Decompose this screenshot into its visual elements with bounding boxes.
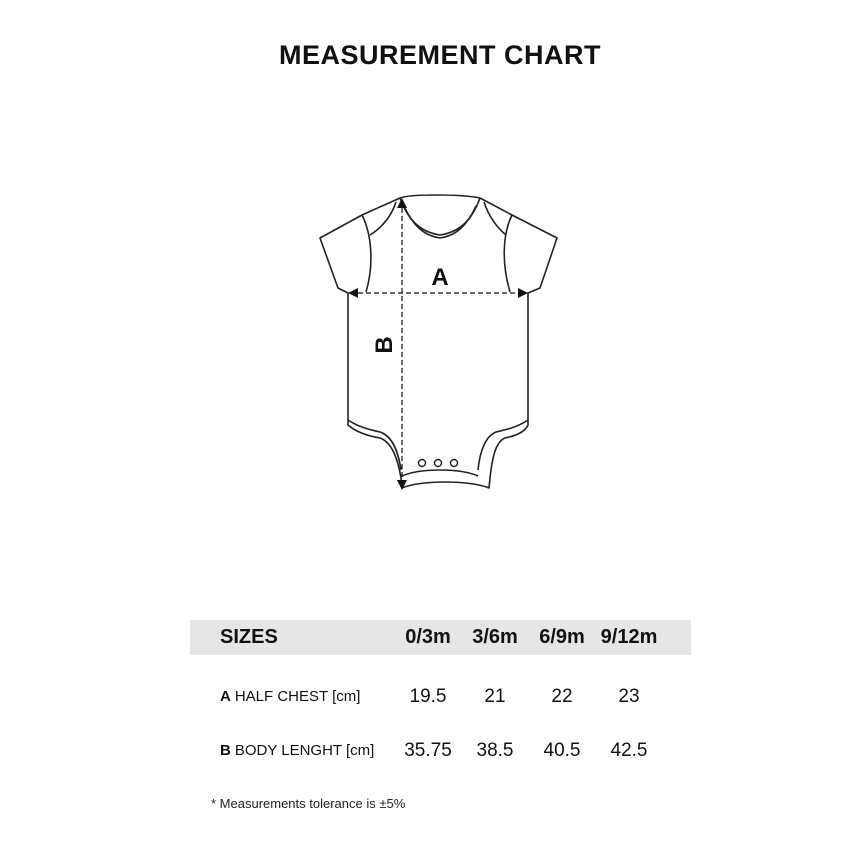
bodysuit-outline bbox=[320, 195, 557, 488]
size-header-6-9m: 6/9m bbox=[539, 626, 585, 648]
table-header bbox=[190, 620, 691, 655]
half-chest-value-9-12m: 23 bbox=[618, 686, 640, 707]
body-length-value-3-6m: 38.5 bbox=[476, 740, 514, 761]
row-label-text: HALF CHEST [cm] bbox=[234, 688, 361, 705]
row-key-a: A bbox=[220, 688, 231, 705]
tolerance-note: * Measurements tolerance is ±5% bbox=[211, 796, 406, 811]
row-label-text: BODY LENGHT [cm] bbox=[234, 742, 375, 759]
body-length-value-0-3m: 35.75 bbox=[404, 740, 452, 761]
size-header-0-3m: 0/3m bbox=[405, 626, 451, 648]
half-chest-value-6-9m: 22 bbox=[551, 686, 573, 707]
size-header-3-6m: 3/6m bbox=[472, 626, 518, 648]
half-chest-value-3-6m: 21 bbox=[484, 686, 506, 707]
half-chest-value-0-3m: 19.5 bbox=[409, 686, 447, 707]
row-label-body-length bbox=[220, 736, 374, 766]
sizes-header-label: SIZES bbox=[220, 626, 278, 648]
table-row-half-chest bbox=[190, 682, 691, 712]
table-row-body-length bbox=[190, 736, 691, 766]
label-b: B bbox=[371, 336, 398, 354]
bodysuit-diagram bbox=[300, 180, 580, 510]
page-title: MEASUREMENT CHART bbox=[279, 40, 601, 70]
body-length-value-6-9m: 40.5 bbox=[543, 740, 581, 761]
snap-buttons bbox=[419, 460, 458, 467]
row-label-half-chest bbox=[220, 682, 360, 712]
row-key-b: B bbox=[220, 742, 231, 759]
size-header-9-12m: 9/12m bbox=[600, 626, 658, 648]
body-length-value-9-12m: 42.5 bbox=[610, 740, 648, 761]
label-a: A bbox=[431, 264, 449, 291]
